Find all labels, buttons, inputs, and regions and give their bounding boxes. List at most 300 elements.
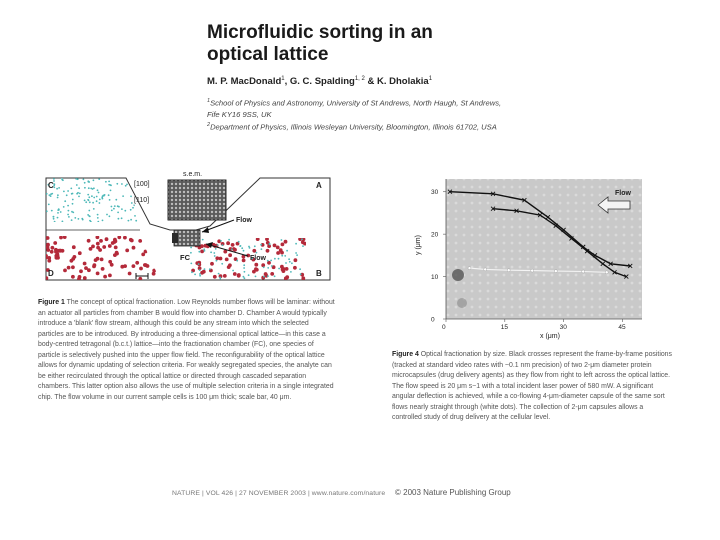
- small-particle: [215, 248, 217, 250]
- small-particle: [58, 208, 60, 210]
- small-particle: [67, 205, 69, 207]
- small-particle: [191, 271, 193, 273]
- figure-4-caption-label: Figure 4: [392, 351, 419, 358]
- small-particle: [72, 199, 74, 201]
- x-tick-label: 15: [500, 324, 509, 331]
- large-particle: [139, 267, 143, 271]
- small-particle: [121, 217, 123, 219]
- large-particle: [78, 251, 82, 255]
- label-flow-bottom: Flow: [250, 255, 266, 262]
- small-particle: [302, 245, 304, 247]
- large-particle: [293, 266, 297, 270]
- small-particle: [93, 179, 95, 181]
- small-particle: [269, 243, 271, 245]
- small-particle: [289, 261, 291, 263]
- large-particle: [59, 236, 63, 240]
- small-particle: [87, 199, 89, 201]
- small-particle: [190, 247, 192, 249]
- large-particle: [276, 251, 280, 255]
- large-particle: [115, 252, 119, 256]
- small-particle: [49, 194, 51, 196]
- small-particle: [113, 208, 115, 210]
- figure-1-caption-label: Figure 1: [38, 299, 65, 306]
- figure-1-caption-text: The concept of optical fractionation. Low Reynolds number flows will be laminar: without an actuator all particles from chamber B would flow into chamber D. Chamber A would typically introduce a 'blank' flow stream, although this could be any stream into which the selected particles are to be introduced. By introducing a three-dimensional optical lattice—in this case a body-centred tetragonal (b.c.t.) lattice—into the fractionation chamber (FC), one species of particle is selectively pushed into the upper flow field. The reconfigurability of the optical lattice allows for dynamic updating of selection criteria. For weakly segregated species, the analyte can be either recirculated through the optical lattice or directed through cascaded separation chambers. This latter option also allows the use of multiple selection criteria in a single integrated chip. The flow volume in our current sample cells is 100 μm thick; scale bar, 40 μm.: [38, 299, 335, 401]
- small-particle: [135, 220, 137, 222]
- small-particle: [77, 178, 79, 180]
- figure-4-caption-text: Optical fractionation by size. Black crosses represent the frame-by-frame positions (tracked at standard video rates with ~0.1 nm precision) of two 2-μm diameter protein microcapsules (drug delivery agents) as they flow from right to left across the optical lattice. The flow speed is 20 μm s−1 with a total incident laser power of 580 mW. A significant angular deflection is achieved, while a co-flowing 4-μm-diameter capsule of the same sort flows nearly straight through (white dots). The collection of 2-μm capsules allows a controlled study of drug delivery at the cellular level.: [392, 351, 672, 421]
- small-particle: [300, 273, 302, 275]
- small-particle: [92, 188, 94, 190]
- small-particle: [204, 268, 206, 270]
- large-particle: [123, 236, 127, 240]
- small-particle: [93, 208, 95, 210]
- small-particle: [57, 212, 59, 214]
- sem-lattice-inset: [168, 180, 226, 220]
- large-particle: [105, 237, 109, 241]
- small-particle: [267, 260, 269, 262]
- author-1-affil: 1: [281, 76, 285, 82]
- large-particle: [108, 244, 112, 248]
- small-particle: [84, 200, 86, 202]
- small-particle: [260, 244, 262, 246]
- large-particle: [285, 275, 289, 279]
- large-particle: [228, 263, 232, 267]
- series-3-point: [531, 269, 534, 272]
- small-particle: [88, 187, 90, 189]
- label-chamber-c: C: [48, 181, 54, 190]
- small-particle: [243, 276, 245, 278]
- small-particle: [124, 210, 126, 212]
- large-particle: [73, 255, 77, 259]
- small-particle: [254, 245, 256, 247]
- large-particle: [135, 261, 139, 265]
- small-particle: [114, 205, 116, 207]
- small-particle: [104, 194, 106, 196]
- large-particle: [200, 244, 204, 248]
- small-particle: [48, 204, 50, 206]
- large-particle: [233, 248, 237, 252]
- small-particle: [50, 193, 52, 195]
- small-particle: [278, 268, 280, 270]
- small-particle: [70, 188, 72, 190]
- small-particle: [88, 181, 90, 183]
- small-particle: [270, 260, 272, 262]
- series-3-point: [484, 268, 487, 271]
- large-particle: [113, 240, 117, 244]
- figure-1-diagram: [38, 170, 338, 292]
- small-particle: [61, 177, 63, 179]
- large-particle: [87, 239, 91, 243]
- small-particle: [203, 248, 205, 250]
- small-particle: [96, 200, 98, 202]
- small-particle: [111, 210, 113, 212]
- y-tick-label: 20: [431, 231, 439, 239]
- small-particle: [248, 246, 250, 248]
- small-particle: [72, 193, 74, 195]
- small-particle: [51, 210, 53, 212]
- small-particle: [243, 250, 245, 252]
- small-particle: [256, 252, 258, 254]
- figure-4-chart: [412, 175, 652, 340]
- small-particle: [219, 278, 221, 280]
- large-particle: [202, 270, 206, 274]
- small-particle: [76, 184, 78, 186]
- small-particle: [295, 252, 297, 254]
- small-particle: [198, 263, 200, 265]
- x-tick-label: 30: [559, 324, 567, 331]
- large-particle: [103, 275, 107, 279]
- small-particle: [199, 275, 201, 277]
- small-particle: [194, 274, 196, 276]
- small-particle: [67, 214, 69, 216]
- large-particle: [99, 239, 103, 243]
- small-particle: [102, 198, 104, 200]
- small-particle: [190, 252, 192, 254]
- y-tick-label: 10: [431, 274, 439, 282]
- large-particle: [94, 258, 98, 262]
- small-particle: [97, 189, 99, 191]
- small-particle: [117, 212, 119, 214]
- large-particle: [213, 275, 217, 279]
- large-particle: [123, 264, 127, 268]
- small-particle: [244, 271, 246, 273]
- large-particle: [233, 272, 237, 276]
- large-particle: [72, 245, 76, 249]
- large-particle: [71, 265, 75, 269]
- large-particle: [100, 258, 104, 262]
- small-particle: [267, 267, 269, 269]
- large-particle: [225, 258, 229, 262]
- small-particle: [134, 215, 136, 217]
- small-particle: [57, 194, 59, 196]
- large-particle: [125, 249, 129, 253]
- small-particle: [92, 202, 94, 204]
- small-particle: [57, 217, 59, 219]
- small-particle: [97, 214, 99, 216]
- small-particle: [198, 251, 200, 253]
- large-particle: [270, 272, 274, 276]
- small-particle: [60, 211, 62, 213]
- small-particle: [117, 205, 119, 207]
- small-particle: [108, 184, 110, 186]
- label-chamber-b: B: [316, 269, 322, 278]
- small-particle: [217, 244, 219, 246]
- small-particle: [263, 276, 265, 278]
- author-separator: &: [364, 76, 377, 88]
- dark-particle: [452, 269, 464, 281]
- small-particle: [130, 209, 132, 211]
- small-particle: [239, 245, 241, 247]
- small-particle: [84, 187, 86, 189]
- large-particle: [200, 250, 204, 254]
- small-particle: [78, 218, 80, 220]
- figure-4-caption: [392, 350, 674, 424]
- small-particle: [66, 194, 68, 196]
- large-particle: [51, 246, 55, 250]
- small-particle: [46, 210, 48, 212]
- small-particle: [213, 252, 215, 254]
- label-sem: s.e.m.: [183, 171, 203, 178]
- large-particle: [67, 266, 71, 270]
- x-tick-label: 0: [442, 324, 446, 331]
- large-particle: [132, 264, 136, 268]
- small-particle: [301, 238, 303, 240]
- large-particle: [301, 276, 305, 280]
- small-particle: [99, 199, 101, 201]
- large-particle: [273, 244, 277, 248]
- small-particle: [221, 263, 223, 265]
- large-particle: [301, 240, 305, 244]
- large-particle: [96, 246, 100, 250]
- small-particle: [93, 197, 95, 199]
- small-particle: [220, 240, 222, 242]
- large-particle: [87, 268, 91, 272]
- affiliation-1-text: School of Physics and Astronomy, University of St Andrews, North Haugh, St Andrews, Fife KY16 9SS, UK: [207, 98, 502, 119]
- small-particle: [108, 194, 110, 196]
- large-particle: [108, 274, 112, 278]
- small-particle: [88, 210, 90, 212]
- large-particle: [254, 263, 258, 267]
- small-particle: [53, 216, 55, 218]
- small-particle: [128, 220, 130, 222]
- series-3-point: [507, 269, 510, 272]
- large-particle: [261, 263, 265, 267]
- small-particle: [274, 258, 276, 260]
- small-particle: [281, 255, 283, 257]
- author-3-affil: 1: [428, 76, 433, 82]
- large-particle: [231, 243, 235, 247]
- large-particle: [102, 245, 106, 249]
- large-particle: [281, 243, 285, 247]
- small-particle: [116, 183, 118, 185]
- small-particle: [99, 202, 101, 204]
- author-separator: ,: [284, 76, 290, 88]
- large-particle: [143, 263, 147, 267]
- small-particle: [137, 191, 139, 193]
- small-particle: [204, 250, 206, 252]
- small-particle: [46, 193, 48, 195]
- small-particle: [53, 178, 55, 180]
- small-particle: [85, 201, 87, 203]
- small-particle: [81, 218, 83, 220]
- large-particle: [83, 262, 87, 266]
- small-particle: [244, 277, 246, 279]
- small-particle: [115, 199, 117, 201]
- large-particle: [70, 259, 74, 263]
- affiliations: [207, 96, 507, 132]
- large-particle: [46, 243, 50, 247]
- author-list: [207, 76, 432, 87]
- large-particle: [276, 246, 280, 250]
- author-2: G. C. Spalding: [289, 76, 355, 88]
- small-particle: [106, 214, 108, 216]
- small-particle: [236, 260, 238, 262]
- small-particle: [296, 254, 298, 256]
- small-particle: [53, 218, 55, 220]
- y-axis-label: y (μm): [415, 235, 422, 255]
- small-particle: [131, 202, 133, 204]
- small-particle: [78, 196, 80, 198]
- small-particle: [67, 190, 69, 192]
- large-particle: [83, 276, 87, 280]
- small-particle: [243, 264, 245, 266]
- small-particle: [74, 217, 76, 219]
- small-particle: [199, 273, 201, 275]
- large-particle: [128, 272, 132, 276]
- affiliation-1: [207, 96, 507, 120]
- small-particle: [72, 203, 74, 205]
- author-1: M. P. MacDonald: [207, 76, 282, 88]
- flow-label: Flow: [615, 190, 631, 197]
- large-particle: [108, 260, 112, 264]
- small-particle: [216, 260, 218, 262]
- small-particle: [58, 187, 60, 189]
- large-particle: [264, 272, 268, 276]
- small-particle: [288, 258, 290, 260]
- figure-1-caption: [38, 298, 336, 403]
- large-particle: [44, 254, 48, 258]
- small-particle: [78, 187, 80, 189]
- small-particle: [63, 191, 65, 193]
- small-particle: [267, 275, 269, 277]
- large-particle: [210, 262, 214, 266]
- label-chamber-d: D: [48, 269, 54, 278]
- small-particle: [243, 267, 245, 269]
- x-tick-label: 45: [618, 324, 626, 331]
- small-particle: [286, 250, 288, 252]
- large-particle: [55, 256, 59, 260]
- small-particle: [75, 178, 77, 180]
- small-particle: [299, 268, 301, 270]
- small-particle: [57, 197, 59, 199]
- small-particle: [91, 195, 93, 197]
- small-particle: [96, 196, 98, 198]
- small-particle: [285, 262, 287, 264]
- small-particle: [238, 241, 240, 243]
- small-particle: [202, 239, 204, 241]
- copyright-footer: © 2003 Nature Publishing Group: [395, 488, 511, 497]
- small-particle: [218, 273, 220, 275]
- small-particle: [63, 206, 65, 208]
- large-particle: [252, 249, 256, 253]
- small-particle: [121, 183, 123, 185]
- large-particle: [285, 267, 289, 271]
- small-particle: [105, 181, 107, 183]
- large-particle: [101, 267, 105, 271]
- small-particle: [56, 188, 58, 190]
- small-particle: [190, 263, 192, 265]
- small-particle: [98, 192, 100, 194]
- small-particle: [241, 247, 243, 249]
- small-particle: [110, 190, 112, 192]
- large-particle: [228, 253, 232, 257]
- large-particle: [254, 267, 258, 271]
- large-particle: [47, 259, 51, 263]
- fc-marker: [172, 233, 178, 243]
- small-particle: [71, 211, 73, 213]
- small-particle: [88, 215, 90, 217]
- small-particle: [122, 195, 124, 197]
- large-particle: [284, 240, 288, 244]
- affiliation-1-number: 1: [207, 98, 211, 104]
- series-3-point: [582, 270, 585, 273]
- small-particle: [79, 193, 81, 195]
- small-particle: [232, 270, 234, 272]
- large-particle: [130, 239, 134, 243]
- small-particle: [214, 255, 216, 257]
- small-particle: [255, 276, 257, 278]
- journal-footer: NATURE | VOL 426 | 27 NOVEMBER 2003 | www.nature.com/nature: [172, 490, 386, 497]
- small-particle: [108, 181, 110, 183]
- small-particle: [278, 258, 280, 260]
- small-particle: [228, 239, 230, 241]
- large-particle: [138, 239, 142, 243]
- small-particle: [284, 255, 286, 257]
- large-particle: [79, 269, 83, 273]
- small-particle: [231, 248, 233, 250]
- small-particle: [125, 185, 127, 187]
- small-particle: [199, 269, 201, 271]
- large-particle: [63, 269, 67, 273]
- label-dir-110: [110]: [134, 197, 150, 204]
- small-particle: [271, 265, 273, 267]
- small-particle: [102, 220, 104, 222]
- large-particle: [152, 272, 156, 276]
- small-particle: [83, 179, 85, 181]
- article-title: Microfluidic sorting in an optical lattice: [207, 22, 433, 65]
- small-particle: [98, 178, 100, 180]
- large-particle: [53, 241, 57, 245]
- large-particle: [141, 253, 145, 257]
- affiliation-2-number: 2: [207, 121, 211, 128]
- faint-particle: [457, 298, 467, 308]
- series-3-point: [468, 267, 471, 270]
- affiliation-2-text: Department of Physics, Illinois Wesleyan University, Bloomington, Illinois 61702, USA: [210, 122, 497, 132]
- small-particle: [209, 268, 211, 270]
- large-particle: [215, 256, 219, 260]
- small-particle: [274, 275, 276, 277]
- small-particle: [71, 219, 73, 221]
- small-particle: [68, 216, 70, 218]
- large-particle: [46, 236, 50, 240]
- small-particle: [68, 210, 70, 212]
- small-particle: [222, 244, 224, 246]
- large-particle: [132, 246, 136, 250]
- large-particle: [294, 258, 298, 262]
- x-axis-label: x (μm): [540, 333, 560, 340]
- small-particle: [281, 239, 283, 241]
- small-particle: [109, 199, 111, 201]
- small-particle: [87, 194, 89, 196]
- small-particle: [248, 274, 250, 276]
- small-particle: [110, 185, 112, 187]
- plot-area: [446, 179, 642, 319]
- large-particle: [114, 246, 118, 250]
- large-particle: [280, 265, 284, 269]
- small-particle: [132, 207, 134, 209]
- large-particle: [266, 249, 270, 253]
- small-particle: [61, 179, 63, 181]
- author-2-affil: 1, 2: [354, 76, 365, 82]
- small-particle: [126, 184, 128, 186]
- small-particle: [109, 215, 111, 217]
- label-fc: FC: [180, 253, 190, 262]
- small-particle: [121, 208, 123, 210]
- small-particle: [111, 206, 113, 208]
- series-3-point: [554, 270, 557, 273]
- author-3: K. Dholakia: [376, 76, 429, 88]
- affiliation-2: [207, 120, 507, 133]
